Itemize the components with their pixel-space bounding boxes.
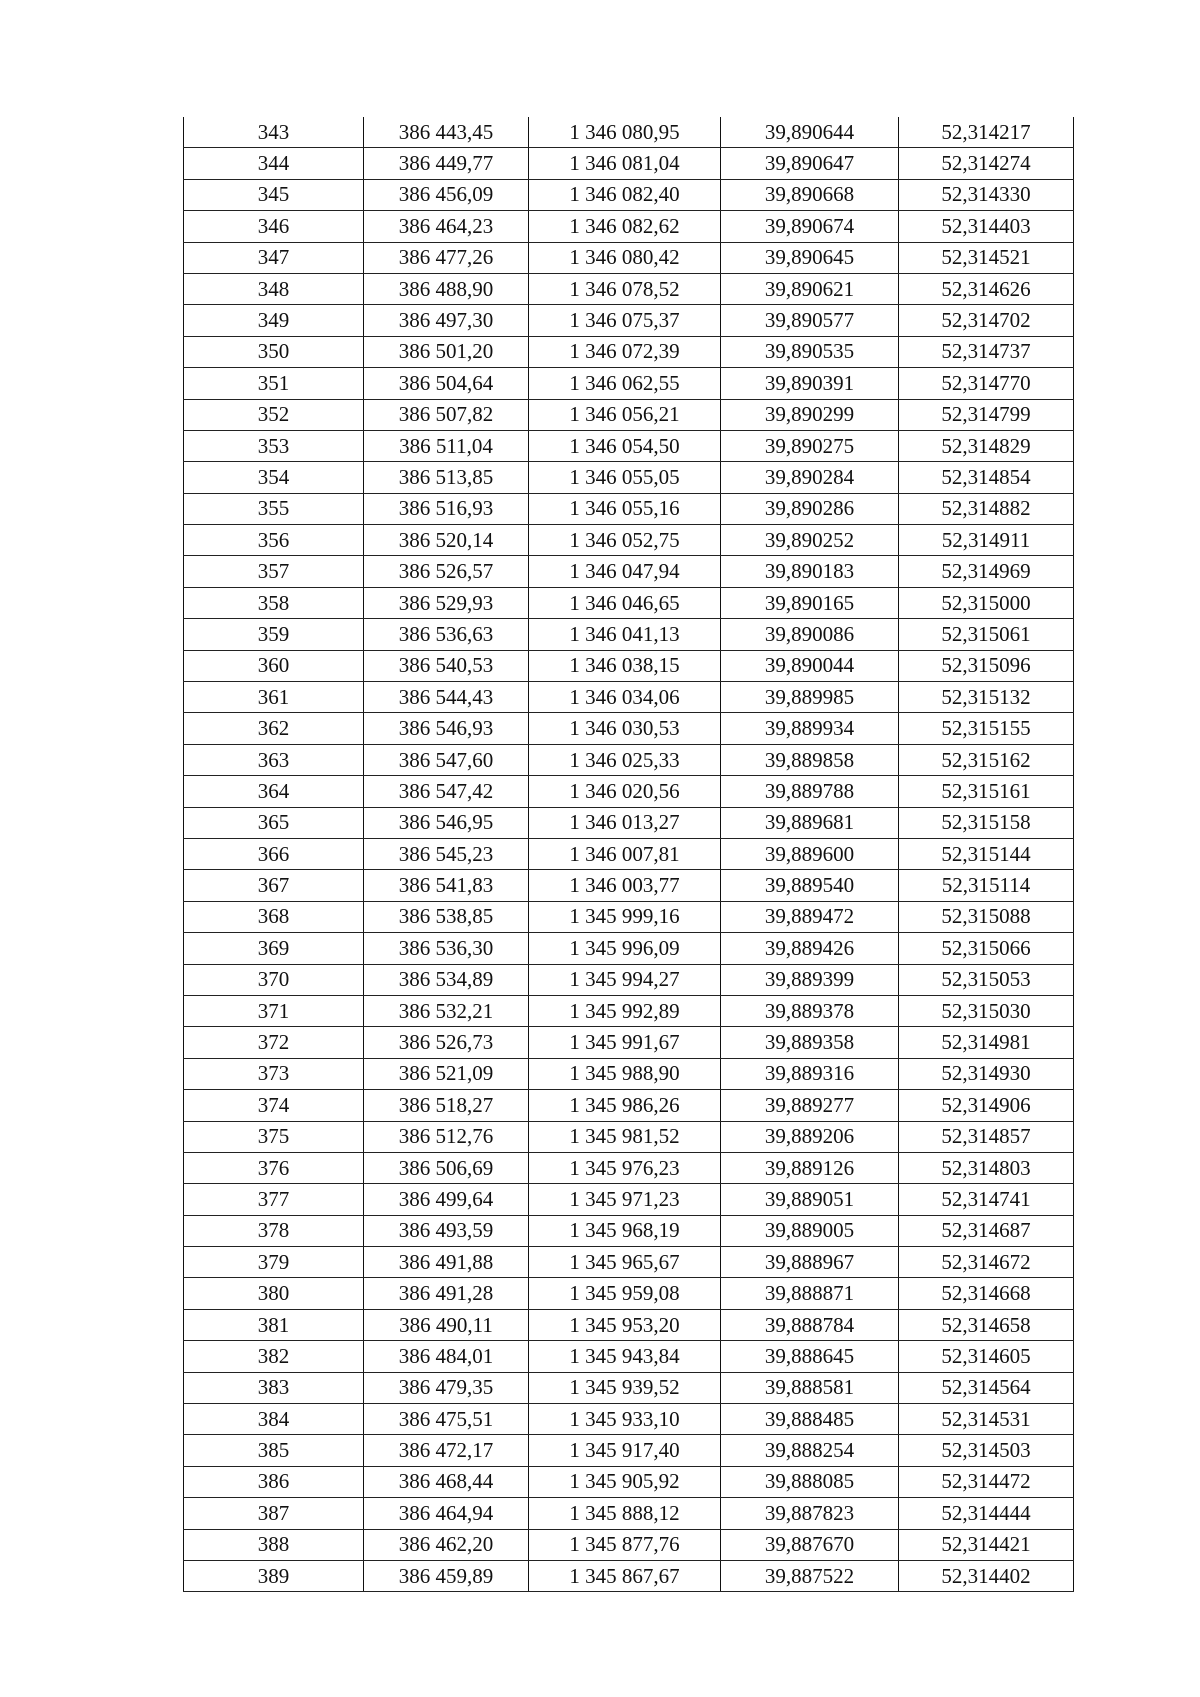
y-coordinate-cell: 1 346 056,21 — [529, 399, 721, 430]
x-coordinate-cell: 386 521,09 — [364, 1058, 529, 1089]
y-coordinate-cell: 1 345 986,26 — [529, 1090, 721, 1121]
longitude-cell: 39,889934 — [721, 713, 899, 744]
point-number-cell: 357 — [184, 556, 364, 587]
point-number-cell: 376 — [184, 1152, 364, 1183]
longitude-cell: 39,890644 — [721, 117, 899, 148]
latitude-cell: 52,314799 — [899, 399, 1074, 430]
latitude-cell: 52,314503 — [899, 1435, 1074, 1466]
y-coordinate-cell: 1 346 052,75 — [529, 525, 721, 556]
table-row — [184, 870, 1074, 901]
x-coordinate-cell: 386 507,82 — [364, 399, 529, 430]
longitude-cell: 39,888581 — [721, 1372, 899, 1403]
y-coordinate-cell: 1 345 905,92 — [529, 1466, 721, 1497]
coordinates-table-body — [184, 117, 1074, 1592]
longitude-cell: 39,890577 — [721, 305, 899, 336]
x-coordinate-cell: 386 526,73 — [364, 1027, 529, 1058]
latitude-cell: 52,315066 — [899, 933, 1074, 964]
y-coordinate-cell: 1 345 992,89 — [529, 995, 721, 1026]
y-coordinate-cell: 1 345 939,52 — [529, 1372, 721, 1403]
coordinates-table — [183, 117, 1074, 1592]
y-coordinate-cell: 1 346 020,56 — [529, 776, 721, 807]
y-coordinate-cell: 1 346 055,16 — [529, 493, 721, 524]
point-number-cell: 378 — [184, 1215, 364, 1246]
x-coordinate-cell: 386 511,04 — [364, 430, 529, 461]
y-coordinate-cell: 1 345 877,76 — [529, 1529, 721, 1560]
latitude-cell: 52,314668 — [899, 1278, 1074, 1309]
longitude-cell: 39,889426 — [721, 933, 899, 964]
x-coordinate-cell: 386 526,57 — [364, 556, 529, 587]
y-coordinate-cell: 1 346 081,04 — [529, 148, 721, 179]
y-coordinate-cell: 1 346 046,65 — [529, 587, 721, 618]
point-number-cell: 351 — [184, 368, 364, 399]
y-coordinate-cell: 1 345 996,09 — [529, 933, 721, 964]
longitude-cell: 39,889316 — [721, 1058, 899, 1089]
y-coordinate-cell: 1 345 953,20 — [529, 1309, 721, 1340]
latitude-cell: 52,315088 — [899, 901, 1074, 932]
table-row — [184, 682, 1074, 713]
latitude-cell: 52,314472 — [899, 1466, 1074, 1497]
point-number-cell: 384 — [184, 1404, 364, 1435]
longitude-cell: 39,890621 — [721, 273, 899, 304]
latitude-cell: 52,314969 — [899, 556, 1074, 587]
y-coordinate-cell: 1 345 981,52 — [529, 1121, 721, 1152]
table-row — [184, 807, 1074, 838]
longitude-cell: 39,890252 — [721, 525, 899, 556]
latitude-cell: 52,315114 — [899, 870, 1074, 901]
longitude-cell: 39,889378 — [721, 995, 899, 1026]
latitude-cell: 52,315162 — [899, 744, 1074, 775]
y-coordinate-cell: 1 345 888,12 — [529, 1498, 721, 1529]
point-number-cell: 368 — [184, 901, 364, 932]
latitude-cell: 52,314829 — [899, 430, 1074, 461]
y-coordinate-cell: 1 345 976,23 — [529, 1152, 721, 1183]
latitude-cell: 52,314403 — [899, 211, 1074, 242]
y-coordinate-cell: 1 345 999,16 — [529, 901, 721, 932]
table-row — [184, 117, 1074, 148]
longitude-cell: 39,890668 — [721, 179, 899, 210]
latitude-cell: 52,314906 — [899, 1090, 1074, 1121]
table-row — [184, 525, 1074, 556]
table-row — [184, 713, 1074, 744]
point-number-cell: 364 — [184, 776, 364, 807]
latitude-cell: 52,314605 — [899, 1341, 1074, 1372]
longitude-cell: 39,890535 — [721, 336, 899, 367]
longitude-cell: 39,889005 — [721, 1215, 899, 1246]
y-coordinate-cell: 1 346 025,33 — [529, 744, 721, 775]
latitude-cell: 52,314737 — [899, 336, 1074, 367]
x-coordinate-cell: 386 529,93 — [364, 587, 529, 618]
y-coordinate-cell: 1 346 072,39 — [529, 336, 721, 367]
point-number-cell: 356 — [184, 525, 364, 556]
x-coordinate-cell: 386 488,90 — [364, 273, 529, 304]
y-coordinate-cell: 1 345 991,67 — [529, 1027, 721, 1058]
x-coordinate-cell: 386 477,26 — [364, 242, 529, 273]
x-coordinate-cell: 386 501,20 — [364, 336, 529, 367]
longitude-cell: 39,889277 — [721, 1090, 899, 1121]
table-row — [184, 619, 1074, 650]
latitude-cell: 52,315155 — [899, 713, 1074, 744]
latitude-cell: 52,314274 — [899, 148, 1074, 179]
y-coordinate-cell: 1 346 078,52 — [529, 273, 721, 304]
y-coordinate-cell: 1 346 080,95 — [529, 117, 721, 148]
x-coordinate-cell: 386 520,14 — [364, 525, 529, 556]
longitude-cell: 39,889206 — [721, 1121, 899, 1152]
table-row — [184, 1466, 1074, 1497]
point-number-cell: 348 — [184, 273, 364, 304]
point-number-cell: 362 — [184, 713, 364, 744]
point-number-cell: 370 — [184, 964, 364, 995]
latitude-cell: 52,315161 — [899, 776, 1074, 807]
x-coordinate-cell: 386 506,69 — [364, 1152, 529, 1183]
point-number-cell: 374 — [184, 1090, 364, 1121]
longitude-cell: 39,890275 — [721, 430, 899, 461]
table-row — [184, 273, 1074, 304]
table-row — [184, 1404, 1074, 1435]
longitude-cell: 39,889399 — [721, 964, 899, 995]
table-row — [184, 776, 1074, 807]
latitude-cell: 52,315096 — [899, 650, 1074, 681]
longitude-cell: 39,888784 — [721, 1309, 899, 1340]
point-number-cell: 365 — [184, 807, 364, 838]
longitude-cell: 39,890391 — [721, 368, 899, 399]
x-coordinate-cell: 386 546,95 — [364, 807, 529, 838]
x-coordinate-cell: 386 544,43 — [364, 682, 529, 713]
table-row — [184, 211, 1074, 242]
x-coordinate-cell: 386 443,45 — [364, 117, 529, 148]
latitude-cell: 52,314217 — [899, 117, 1074, 148]
point-number-cell: 347 — [184, 242, 364, 273]
x-coordinate-cell: 386 479,35 — [364, 1372, 529, 1403]
x-coordinate-cell: 386 491,88 — [364, 1247, 529, 1278]
table-row — [184, 1435, 1074, 1466]
longitude-cell: 39,890284 — [721, 462, 899, 493]
x-coordinate-cell: 386 462,20 — [364, 1529, 529, 1560]
point-number-cell: 366 — [184, 838, 364, 869]
longitude-cell: 39,890674 — [721, 211, 899, 242]
y-coordinate-cell: 1 345 917,40 — [529, 1435, 721, 1466]
y-coordinate-cell: 1 346 034,06 — [529, 682, 721, 713]
latitude-cell: 52,314981 — [899, 1027, 1074, 1058]
longitude-cell: 39,888254 — [721, 1435, 899, 1466]
latitude-cell: 52,315053 — [899, 964, 1074, 995]
table-row — [184, 1027, 1074, 1058]
table-row — [184, 368, 1074, 399]
latitude-cell: 52,314626 — [899, 273, 1074, 304]
latitude-cell: 52,314421 — [899, 1529, 1074, 1560]
longitude-cell: 39,890645 — [721, 242, 899, 273]
point-number-cell: 355 — [184, 493, 364, 524]
table-row — [184, 493, 1074, 524]
longitude-cell: 39,890165 — [721, 587, 899, 618]
x-coordinate-cell: 386 536,30 — [364, 933, 529, 964]
latitude-cell: 52,314564 — [899, 1372, 1074, 1403]
table-row — [184, 1058, 1074, 1089]
longitude-cell: 39,889681 — [721, 807, 899, 838]
latitude-cell: 52,315132 — [899, 682, 1074, 713]
table-row — [184, 1215, 1074, 1246]
longitude-cell: 39,889600 — [721, 838, 899, 869]
table-row — [184, 1278, 1074, 1309]
point-number-cell: 352 — [184, 399, 364, 430]
x-coordinate-cell: 386 475,51 — [364, 1404, 529, 1435]
latitude-cell: 52,314854 — [899, 462, 1074, 493]
x-coordinate-cell: 386 536,63 — [364, 619, 529, 650]
table-row — [184, 964, 1074, 995]
latitude-cell: 52,314770 — [899, 368, 1074, 399]
table-row — [184, 399, 1074, 430]
x-coordinate-cell: 386 512,76 — [364, 1121, 529, 1152]
y-coordinate-cell: 1 346 075,37 — [529, 305, 721, 336]
x-coordinate-cell: 386 546,93 — [364, 713, 529, 744]
longitude-cell: 39,888967 — [721, 1247, 899, 1278]
point-number-cell: 377 — [184, 1184, 364, 1215]
point-number-cell: 360 — [184, 650, 364, 681]
y-coordinate-cell: 1 346 030,53 — [529, 713, 721, 744]
y-coordinate-cell: 1 345 994,27 — [529, 964, 721, 995]
point-number-cell: 371 — [184, 995, 364, 1026]
longitude-cell: 39,890044 — [721, 650, 899, 681]
point-number-cell: 343 — [184, 117, 364, 148]
longitude-cell: 39,889126 — [721, 1152, 899, 1183]
table-row — [184, 1309, 1074, 1340]
point-number-cell: 353 — [184, 430, 364, 461]
x-coordinate-cell: 386 459,89 — [364, 1560, 529, 1591]
latitude-cell: 52,314330 — [899, 179, 1074, 210]
point-number-cell: 345 — [184, 179, 364, 210]
x-coordinate-cell: 386 545,23 — [364, 838, 529, 869]
y-coordinate-cell: 1 346 080,42 — [529, 242, 721, 273]
point-number-cell: 359 — [184, 619, 364, 650]
table-row — [184, 462, 1074, 493]
y-coordinate-cell: 1 345 988,90 — [529, 1058, 721, 1089]
y-coordinate-cell: 1 345 867,67 — [529, 1560, 721, 1591]
latitude-cell: 52,314531 — [899, 1404, 1074, 1435]
x-coordinate-cell: 386 464,23 — [364, 211, 529, 242]
y-coordinate-cell: 1 346 055,05 — [529, 462, 721, 493]
longitude-cell: 39,889985 — [721, 682, 899, 713]
latitude-cell: 52,314687 — [899, 1215, 1074, 1246]
table-row — [184, 995, 1074, 1026]
table-row — [184, 1090, 1074, 1121]
y-coordinate-cell: 1 346 047,94 — [529, 556, 721, 587]
y-coordinate-cell: 1 346 003,77 — [529, 870, 721, 901]
x-coordinate-cell: 386 493,59 — [364, 1215, 529, 1246]
point-number-cell: 372 — [184, 1027, 364, 1058]
y-coordinate-cell: 1 345 959,08 — [529, 1278, 721, 1309]
longitude-cell: 39,889788 — [721, 776, 899, 807]
y-coordinate-cell: 1 346 038,15 — [529, 650, 721, 681]
latitude-cell: 52,314402 — [899, 1560, 1074, 1591]
x-coordinate-cell: 386 540,53 — [364, 650, 529, 681]
longitude-cell: 39,889472 — [721, 901, 899, 932]
longitude-cell: 39,888085 — [721, 1466, 899, 1497]
point-number-cell: 386 — [184, 1466, 364, 1497]
table-row — [184, 933, 1074, 964]
longitude-cell: 39,887522 — [721, 1560, 899, 1591]
latitude-cell: 52,314882 — [899, 493, 1074, 524]
x-coordinate-cell: 386 456,09 — [364, 179, 529, 210]
table-row — [184, 242, 1074, 273]
table-row — [184, 305, 1074, 336]
latitude-cell: 52,314930 — [899, 1058, 1074, 1089]
point-number-cell: 350 — [184, 336, 364, 367]
longitude-cell: 39,890086 — [721, 619, 899, 650]
table-row — [184, 179, 1074, 210]
longitude-cell: 39,887670 — [721, 1529, 899, 1560]
y-coordinate-cell: 1 346 041,13 — [529, 619, 721, 650]
table-row — [184, 838, 1074, 869]
point-number-cell: 387 — [184, 1498, 364, 1529]
x-coordinate-cell: 386 491,28 — [364, 1278, 529, 1309]
latitude-cell: 52,315000 — [899, 587, 1074, 618]
latitude-cell: 52,314857 — [899, 1121, 1074, 1152]
y-coordinate-cell: 1 346 007,81 — [529, 838, 721, 869]
y-coordinate-cell: 1 346 013,27 — [529, 807, 721, 838]
latitude-cell: 52,315144 — [899, 838, 1074, 869]
y-coordinate-cell: 1 345 933,10 — [529, 1404, 721, 1435]
x-coordinate-cell: 386 497,30 — [364, 305, 529, 336]
point-number-cell: 380 — [184, 1278, 364, 1309]
longitude-cell: 39,888871 — [721, 1278, 899, 1309]
point-number-cell: 382 — [184, 1341, 364, 1372]
point-number-cell: 379 — [184, 1247, 364, 1278]
point-number-cell: 369 — [184, 933, 364, 964]
y-coordinate-cell: 1 345 943,84 — [529, 1341, 721, 1372]
table-row — [184, 650, 1074, 681]
table-row — [184, 430, 1074, 461]
longitude-cell: 39,890183 — [721, 556, 899, 587]
x-coordinate-cell: 386 547,42 — [364, 776, 529, 807]
y-coordinate-cell: 1 345 965,67 — [529, 1247, 721, 1278]
table-row — [184, 1529, 1074, 1560]
longitude-cell: 39,889051 — [721, 1184, 899, 1215]
point-number-cell: 383 — [184, 1372, 364, 1403]
x-coordinate-cell: 386 538,85 — [364, 901, 529, 932]
latitude-cell: 52,315061 — [899, 619, 1074, 650]
y-coordinate-cell: 1 346 054,50 — [529, 430, 721, 461]
table-row — [184, 1560, 1074, 1591]
table-row — [184, 1247, 1074, 1278]
table-row — [184, 901, 1074, 932]
point-number-cell: 361 — [184, 682, 364, 713]
latitude-cell: 52,314658 — [899, 1309, 1074, 1340]
x-coordinate-cell: 386 504,64 — [364, 368, 529, 399]
longitude-cell: 39,889358 — [721, 1027, 899, 1058]
x-coordinate-cell: 386 472,17 — [364, 1435, 529, 1466]
table-row — [184, 556, 1074, 587]
latitude-cell: 52,314911 — [899, 525, 1074, 556]
y-coordinate-cell: 1 345 971,23 — [529, 1184, 721, 1215]
table-row — [184, 1341, 1074, 1372]
y-coordinate-cell: 1 346 082,62 — [529, 211, 721, 242]
y-coordinate-cell: 1 346 082,40 — [529, 179, 721, 210]
table-row — [184, 1152, 1074, 1183]
table-row — [184, 148, 1074, 179]
longitude-cell: 39,889540 — [721, 870, 899, 901]
x-coordinate-cell: 386 518,27 — [364, 1090, 529, 1121]
point-number-cell: 358 — [184, 587, 364, 618]
x-coordinate-cell: 386 513,85 — [364, 462, 529, 493]
x-coordinate-cell: 386 541,83 — [364, 870, 529, 901]
longitude-cell: 39,889858 — [721, 744, 899, 775]
x-coordinate-cell: 386 516,93 — [364, 493, 529, 524]
latitude-cell: 52,315158 — [899, 807, 1074, 838]
y-coordinate-cell: 1 346 062,55 — [529, 368, 721, 399]
point-number-cell: 344 — [184, 148, 364, 179]
y-coordinate-cell: 1 345 968,19 — [529, 1215, 721, 1246]
point-number-cell: 349 — [184, 305, 364, 336]
latitude-cell: 52,314672 — [899, 1247, 1074, 1278]
point-number-cell: 375 — [184, 1121, 364, 1152]
table-row — [184, 1372, 1074, 1403]
x-coordinate-cell: 386 449,77 — [364, 148, 529, 179]
x-coordinate-cell: 386 490,11 — [364, 1309, 529, 1340]
x-coordinate-cell: 386 532,21 — [364, 995, 529, 1026]
table-row — [184, 1121, 1074, 1152]
table-row — [184, 1498, 1074, 1529]
x-coordinate-cell: 386 464,94 — [364, 1498, 529, 1529]
x-coordinate-cell: 386 499,64 — [364, 1184, 529, 1215]
x-coordinate-cell: 386 534,89 — [364, 964, 529, 995]
x-coordinate-cell: 386 547,60 — [364, 744, 529, 775]
latitude-cell: 52,314803 — [899, 1152, 1074, 1183]
longitude-cell: 39,888485 — [721, 1404, 899, 1435]
latitude-cell: 52,314741 — [899, 1184, 1074, 1215]
longitude-cell: 39,887823 — [721, 1498, 899, 1529]
point-number-cell: 388 — [184, 1529, 364, 1560]
x-coordinate-cell: 386 468,44 — [364, 1466, 529, 1497]
point-number-cell: 389 — [184, 1560, 364, 1591]
point-number-cell: 367 — [184, 870, 364, 901]
point-number-cell: 363 — [184, 744, 364, 775]
point-number-cell: 373 — [184, 1058, 364, 1089]
latitude-cell: 52,314702 — [899, 305, 1074, 336]
point-number-cell: 381 — [184, 1309, 364, 1340]
table-row — [184, 587, 1074, 618]
point-number-cell: 354 — [184, 462, 364, 493]
latitude-cell: 52,314521 — [899, 242, 1074, 273]
table-row — [184, 336, 1074, 367]
table-row — [184, 1184, 1074, 1215]
longitude-cell: 39,890647 — [721, 148, 899, 179]
point-number-cell: 385 — [184, 1435, 364, 1466]
latitude-cell: 52,315030 — [899, 995, 1074, 1026]
latitude-cell: 52,314444 — [899, 1498, 1074, 1529]
table-row — [184, 744, 1074, 775]
longitude-cell: 39,890299 — [721, 399, 899, 430]
longitude-cell: 39,888645 — [721, 1341, 899, 1372]
point-number-cell: 346 — [184, 211, 364, 242]
longitude-cell: 39,890286 — [721, 493, 899, 524]
x-coordinate-cell: 386 484,01 — [364, 1341, 529, 1372]
